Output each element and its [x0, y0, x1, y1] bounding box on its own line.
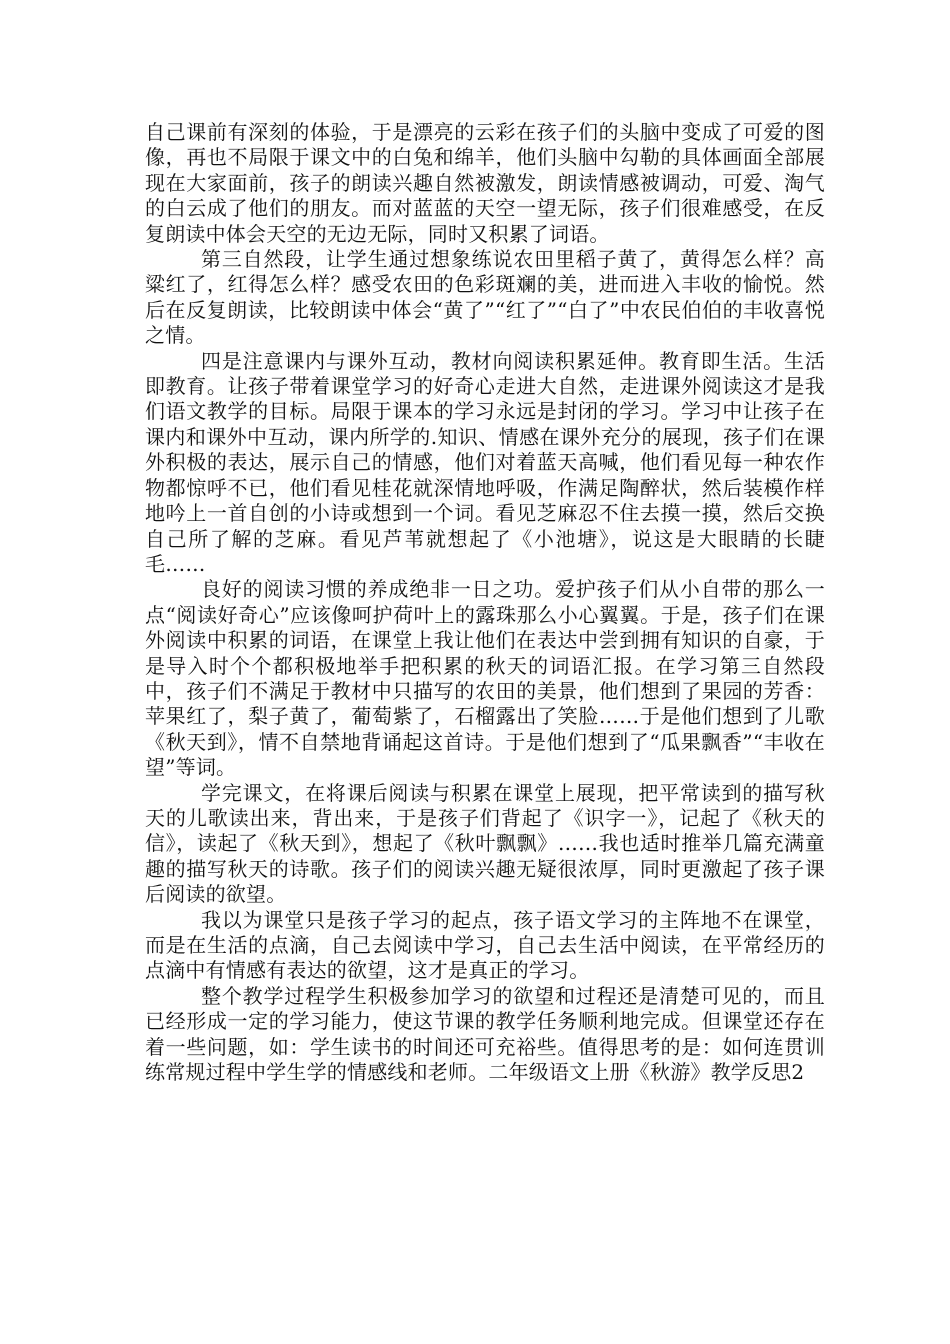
paragraph-1: 自己课前有深刻的体验，于是漂亮的云彩在孩子们的头脑中变成了可爱的图像，再也不局限于课文中的白兔和绵羊，他们头脑中勾勒的具体画面全部展现在大家面前，孩子的朗读兴趣自然被激发，朗读情感被调动，可爱、淘气的白云成了他们的朋友。而对蓝蓝的天空一望无际，孩子们很难感受，在反复朗读中体会天空的无边无际，同时又积累了词语。	[145, 120, 825, 246]
paragraph-4: 良好的阅读习惯的养成绝非一日之功。爱护孩子们从小自带的那么一点“阅读好奇心”应该像呵护荷叶上的露珠那么小心翼翼。于是，孩子们在课外阅读中积累的词语，在课堂上我让他们在表达中尝到拥有知识的自豪，于是导入时个个都积极地举手把积累的秋天的词语汇报。在学习第三自然段中，孩子们不满足于教材中只描写的农田的美景，他们想到了果园的芳香：苹果红了，梨子黄了，葡萄紫了，石榴露出了笑脸……于是他们想到了儿歌《秋天到》，情不自禁地背诵起这首诗。于是他们想到了“瓜果飘香”“丰收在望”等词。	[145, 577, 825, 780]
paragraph-5: 学完课文，在将课后阅读与积累在课堂上展现，把平常读到的描写秋天的儿歌读出来，背出来，于是孩子们背起了《识字一》，记起了《秋天的信》，读起了《秋天到》，想起了《秋叶飘飘》……我也适时推举几篇充满童趣的描写秋天的诗歌。孩子们的阅读兴趣无疑很浓厚，同时更激起了孩子课后阅读的欲望。	[145, 780, 825, 907]
paragraph-7: 整个教学过程学生积极参加学习的欲望和过程还是清楚可见的，而且已经形成一定的学习能力，使这节课的教学任务顺利地完成。但课堂还存在着一些问题，如：学生读书的时间还可充裕些。值得思考的是：如何连贯训练常规过程中学生学的情感线和老师。二年级语文上册《秋游》教学反思2	[145, 983, 825, 1085]
paragraph-6: 我以为课堂只是孩子学习的起点，孩子语文学习的主阵地不在课堂，而是在生活的点滴，自己去阅读中学习，自己去生活中阅读，在平常经历的点滴中有情感有表达的欲望，这才是真正的学习。	[145, 907, 825, 983]
paragraph-2: 第三自然段，让学生通过想象练说农田里稻子黄了，黄得怎么样？高粱红了，红得怎么样？感受农田的色彩斑斓的美，进而进入丰收的愉悦。然后在反复朗读，比较朗读中体会“黄了”“红了”“白了”中农民伯伯的丰收喜悦之情。	[145, 247, 825, 348]
document-body	[145, 120, 825, 1085]
paragraph-3: 四是注意课内与课外互动，教材向阅读积累延伸。教育即生活。生活即教育。让孩子带着课堂学习的好奇心走进大自然，走进课外阅读这才是我们语文教学的目标。局限于课本的学习永远是封闭的学习。学习中让孩子在课内和课外中互动，课内所学的.知识、情感在课外充分的展现，孩子们在课外积极的表达，展示自己的情感，他们对着蓝天高喊，他们看见每一种农作物都惊呼不已，他们看见桂花就深情地呼吸，作满足陶醉状，然后装模作样地吟上一首自创的小诗或想到一个词。看见芝麻忍不住去摸一摸，然后交换自己所了解的芝麻。看见芦苇就想起了《小池塘》，说这是大眼睛的长睫毛……	[145, 348, 825, 576]
